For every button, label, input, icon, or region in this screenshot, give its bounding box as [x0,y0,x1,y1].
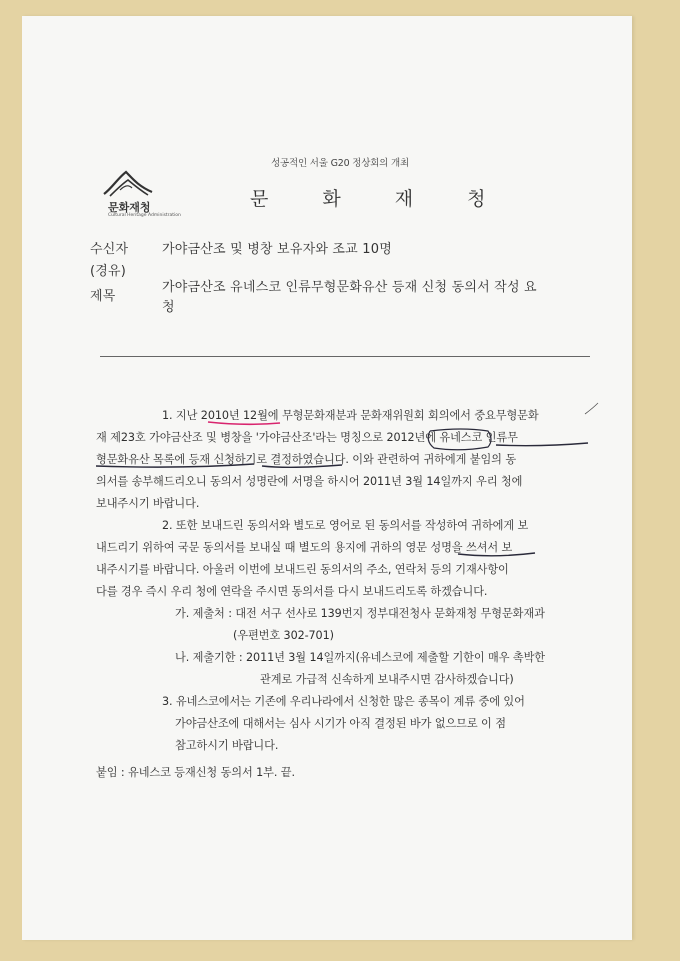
recipient-value: 가야금산조 및 병창 보유자와 조교 10명 [162,242,392,257]
submission-deadline: 나. 제출기한 : 2011년 3월 14일까지(유네스코에 제출할 기한이 매우 촉박한 [175,651,546,664]
p2-line-4: 다를 경우 즉시 우리 청에 연락을 주시면 동의서를 다시 보내드리도록 하겠습니다. [96,585,488,598]
recipient-label: 수신자 [90,242,129,257]
corner-pen-mark [585,403,598,414]
logo-text: 문화재청 [108,201,151,214]
ink-underline-mark [96,464,254,467]
submission-place: 가. 제출처 : 대전 서구 선사로 139번지 정부대전청사 문화재청 무형문화재과 [175,607,545,620]
p2-line-3: 내주시기를 바랍니다. 아울러 이번에 보내드린 동의서의 주소, 연락처 등의 기재사항이 [96,563,509,576]
p2-line-1: 2. 또한 보내드린 동의서와 별도로 영어로 된 동의서를 작성하여 귀하에게 보 [162,519,529,532]
subject-line-2: 청 [162,300,175,315]
ink-underline-mark [458,553,535,556]
postal-code: (우편번호 302-701) [233,629,334,642]
p1-line-4: 의서를 송부해드리오니 동의서 성명란에 서명을 하시어 2011년 3월 14일까지 우리 청에 [96,475,523,488]
p1-line-2: 재 제23호 가야금산조 및 병창을 '가야금산조'라는 명칭으로 2012년에 유네스코 인류무 [96,431,518,444]
p1-line-3: 형문화유산 목록에 등재 신청하기로 결정하였습니다. 이와 관련하여 귀하에게 붙임의 동 [96,453,517,466]
p1-line-1: 1. 지난 2010년 12월에 무형문화재분과 문화재위원회 회의에서 중요무형문화 [162,409,539,422]
subject-line-1: 가야금산조 유네스코 인류무형문화유산 등재 신청 동의서 작성 요 [162,280,537,295]
attachment-line: 붙임 : 유네스코 등재신청 동의서 1부. 끝. [96,766,295,779]
ink-underline-mark [496,443,588,446]
logo-subtext: Cultural Heritage Administration [108,213,181,218]
p3-line-2: 가야금산조에 대해서는 심사 시기가 아직 결정된 바가 없으므로 이 점 [175,717,506,730]
p2-line-2: 내드리기 위하여 국문 동의서를 보내실 때 별도의 용지에 귀하의 영문 성명을 쓰셔서 보 [96,541,513,554]
ink-underline-mark [262,465,342,467]
tagline: 성공적인 서울 G20 정상회의 개최 [271,158,409,169]
pink-underline-mark [208,422,280,424]
p3-line-3: 참고하시기 바랍니다. [175,739,279,752]
p1-line-5: 보내주시기 바랍니다. [96,497,200,510]
subject-label: 제목 [90,289,116,304]
deadline-note: 관계로 가급적 신속하게 보내주시면 감사하겠습니다) [260,673,514,686]
p3-line-1: 3. 유네스코에서는 기존에 우리나라에서 신청한 많은 종목이 계류 중에 있어 [162,695,525,708]
agency-title: 문 화 재 청 [250,188,510,210]
via-label: (경유) [90,264,127,279]
circle-mark [428,429,491,450]
